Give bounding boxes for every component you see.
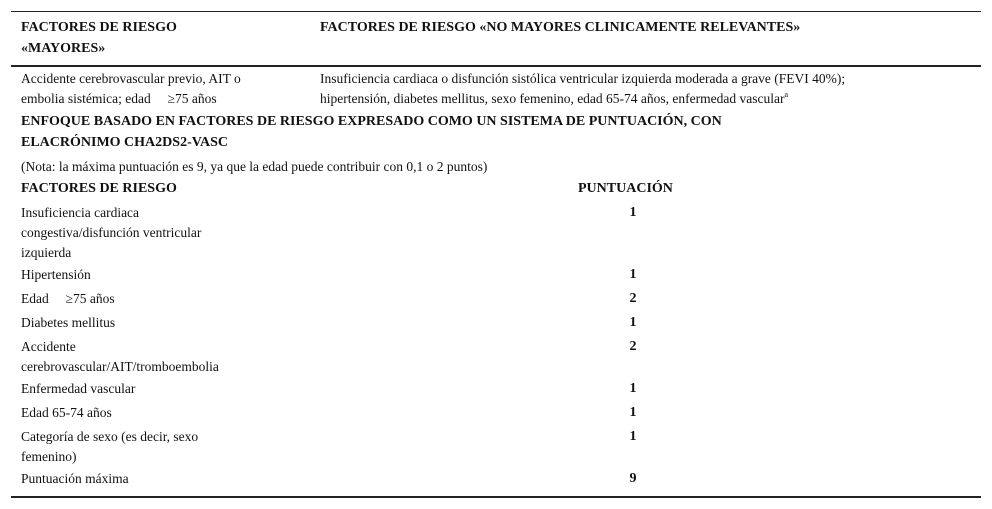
score-row-factor-line: Edad 65-74 años	[21, 405, 112, 420]
score-table-factor-header: FACTORES DE RIESGO	[21, 181, 177, 196]
score-value: 1	[629, 381, 637, 396]
score-table-score-header: PUNTUACIÓN	[578, 181, 673, 196]
header-rule	[11, 65, 981, 67]
major-col1-line2: embolia sistémica; edad ≥75 años	[21, 91, 217, 106]
header-col1-line2: «MAYORES»	[21, 41, 106, 56]
score-value: 2	[629, 291, 637, 306]
score-value: 1	[629, 315, 637, 330]
score-row-factor-line: Puntuación máxima	[21, 471, 129, 486]
section-title-line2: ELACRÓNIMO CHA2DS2-VASC	[21, 135, 229, 150]
score-row-factor-line: Hipertensión	[21, 267, 91, 282]
section-title-line1: ENFOQUE BASADO EN FACTORES DE RIESGO EXPRESADO COMO UN SISTEMA DE PUNTUACIÓN, CON	[21, 114, 722, 129]
score-value: 1	[629, 267, 637, 282]
header-col2: FACTORES DE RIESGO «NO MAYORES CLINICAMENTE RELEVANTES»	[320, 20, 801, 35]
header-col1-line1: FACTORES DE RIESGO	[21, 20, 177, 35]
score-value: 9	[629, 471, 637, 486]
major-col2-line1: Insuficiencia cardiaca o disfunción sistólica ventricular izquierda moderada a grave (FEVI 40%);	[320, 71, 846, 86]
top-rule	[11, 11, 981, 12]
score-row-factor-line: Edad ≥75 años	[21, 291, 115, 306]
score-row-factor-line: congestiva/disfunción ventricular	[21, 225, 202, 240]
major-col2-line2-text: hipertensión, diabetes mellitus, sexo femenino, edad 65-74 años, enfermedad vascular	[320, 91, 785, 106]
score-row-factor-line: Accidente	[21, 339, 76, 354]
section-note: (Nota: la máxima puntuación es 9, ya que la edad puede contribuir con 0,1 o 2 puntos)	[21, 159, 488, 174]
score-value: 2	[629, 339, 637, 354]
major-col2-line2	[320, 89, 788, 109]
score-row-factor-line: cerebrovascular/AIT/tromboembolia	[21, 359, 219, 374]
score-value: 1	[629, 429, 637, 444]
major-col1-line1: Accidente cerebrovascular previo, AIT o	[21, 71, 241, 86]
score-row-factor-line: femenino)	[21, 449, 77, 464]
score-row-factor-line: Insuficiencia cardiaca	[21, 205, 140, 220]
footnote-marker: a	[784, 90, 789, 99]
score-value: 1	[629, 205, 637, 220]
bottom-rule	[11, 496, 981, 498]
score-row-factor-line: izquierda	[21, 245, 72, 260]
score-value: 1	[629, 405, 637, 420]
score-row-factor-line: Diabetes mellitus	[21, 315, 116, 330]
score-row-factor-line: Categoría de sexo (es decir, sexo	[21, 429, 199, 444]
score-row-factor-line: Enfermedad vascular	[21, 381, 136, 396]
